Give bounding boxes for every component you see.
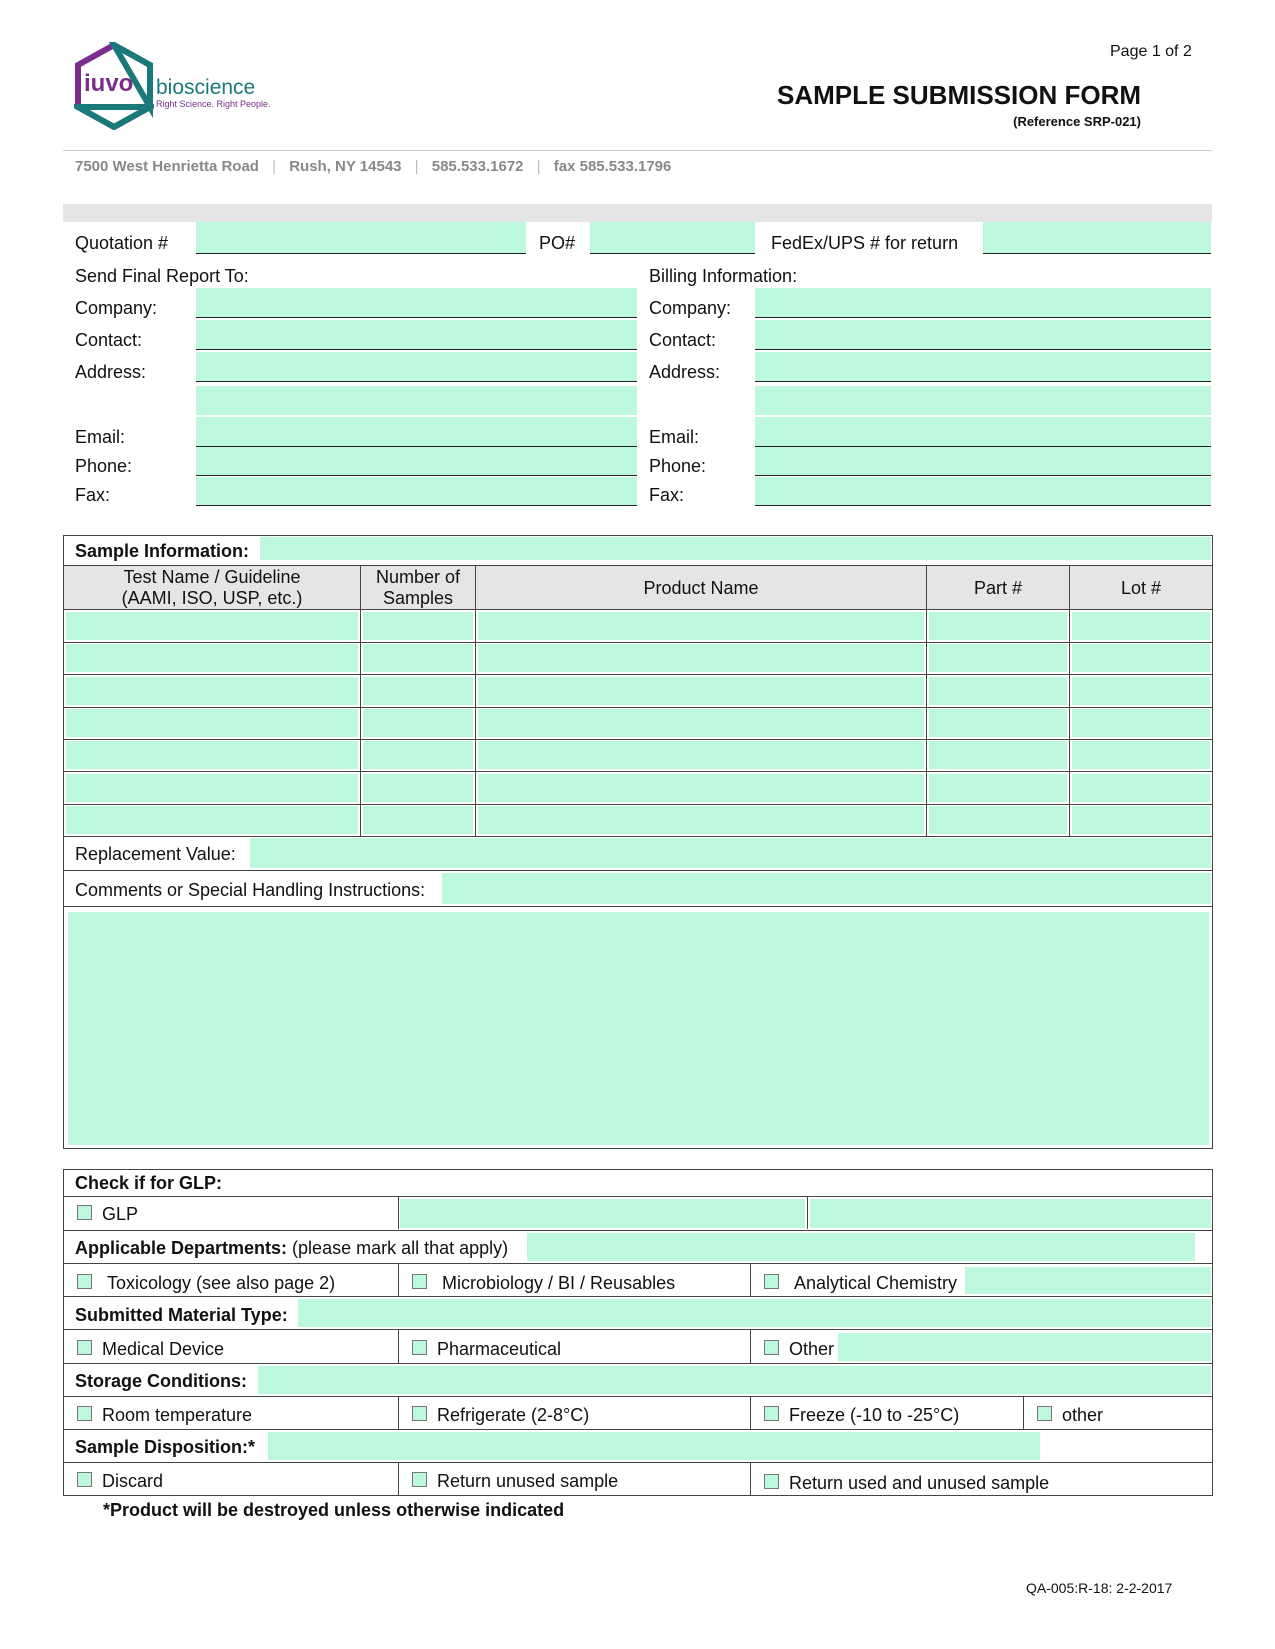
test-name-cell[interactable] xyxy=(66,741,358,769)
row-divider xyxy=(63,674,1213,675)
analytical-chemistry-checkbox[interactable] xyxy=(764,1274,779,1289)
fax-number: fax 585.533.1796 xyxy=(553,158,672,175)
col-divider xyxy=(750,1397,751,1429)
lot-number-cell[interactable] xyxy=(1072,806,1210,834)
billing-heading: Billing Information: xyxy=(649,266,798,286)
replacement-label: Replacement Value: xyxy=(75,844,236,864)
material-field[interactable] xyxy=(298,1299,1211,1327)
departments-heading-bold: Applicable Departments: xyxy=(75,1238,288,1258)
col-divider xyxy=(398,1197,399,1229)
glp-option-label: GLP xyxy=(102,1204,139,1224)
freeze-checkbox[interactable] xyxy=(764,1406,779,1421)
report-company-label: Company: xyxy=(75,298,158,318)
toxicology-label: Toxicology (see also page 2) xyxy=(107,1273,336,1293)
analytical-chemistry-label: Analytical Chemistry xyxy=(794,1273,958,1293)
glp-checkbox[interactable] xyxy=(77,1205,92,1220)
disposition-footnote: *Product will be destroyed unless otherwise indicated xyxy=(103,1500,565,1520)
row-divider xyxy=(63,707,1213,708)
product-name-cell[interactable] xyxy=(478,709,924,737)
part-number-cell[interactable] xyxy=(929,741,1067,769)
billing-phone-label: Phone: xyxy=(649,456,707,476)
replacement-field[interactable] xyxy=(250,838,1211,868)
divider xyxy=(63,906,1213,907)
header-divider xyxy=(63,150,1212,151)
comments-label-field[interactable] xyxy=(442,873,1211,904)
col-header-test xyxy=(64,567,360,609)
divider xyxy=(63,1296,1213,1297)
product-name-cell[interactable] xyxy=(478,644,924,672)
col-header-test-line2: (AAMI, ISO, USP, etc.) xyxy=(121,588,303,608)
lot-number-cell[interactable] xyxy=(1072,741,1210,769)
divider xyxy=(63,1462,1213,1463)
glp-field-2[interactable] xyxy=(810,1199,1211,1228)
toxicology-checkbox[interactable] xyxy=(77,1274,92,1289)
product-name-cell[interactable] xyxy=(478,677,924,705)
street-address: 7500 West Henrietta Road xyxy=(75,158,259,175)
other-material-label: Other xyxy=(789,1339,835,1359)
col-header-test-line1: Test Name / Guideline xyxy=(123,567,301,587)
storage-field[interactable] xyxy=(258,1366,1211,1394)
billing-contact-field[interactable] xyxy=(755,320,1211,350)
divider xyxy=(63,1230,1213,1231)
product-name-cell[interactable] xyxy=(478,806,924,834)
lot-number-cell[interactable] xyxy=(1072,677,1210,705)
part-number-cell[interactable] xyxy=(929,709,1067,737)
return-used-unused-checkbox[interactable] xyxy=(764,1474,779,1489)
departments-note: (please mark all that apply) xyxy=(287,1238,509,1258)
return-unused-label: Return unused sample xyxy=(437,1471,619,1491)
analytical-chemistry-field[interactable] xyxy=(965,1267,1211,1294)
billing-email-field[interactable] xyxy=(755,417,1211,447)
refrigerate-checkbox[interactable] xyxy=(412,1406,427,1421)
freeze-label: Freeze (-10 to -25°C) xyxy=(789,1405,960,1425)
top-row-band xyxy=(63,204,1212,222)
refrigerate-label: Refrigerate (2-8°C) xyxy=(437,1405,590,1425)
logo-tagline: Right Science. Right People. xyxy=(156,99,271,109)
sample-info-field[interactable] xyxy=(260,537,1211,560)
col-header-lot: Lot # xyxy=(1120,578,1162,598)
departments-heading xyxy=(75,1238,508,1258)
glp-field-1[interactable] xyxy=(400,1199,805,1228)
col-divider xyxy=(750,1463,751,1495)
number-samples-cell[interactable] xyxy=(363,709,473,737)
room-temp-checkbox[interactable] xyxy=(77,1406,92,1421)
other-storage-label: other xyxy=(1062,1405,1104,1425)
report-heading: Send Final Report To: xyxy=(75,266,249,286)
billing-phone-field[interactable] xyxy=(755,447,1211,476)
number-samples-cell[interactable] xyxy=(363,774,473,802)
part-number-cell[interactable] xyxy=(929,806,1067,834)
col-header-part: Part # xyxy=(973,578,1023,598)
billing-company-label: Company: xyxy=(649,298,732,318)
storage-heading: Storage Conditions: xyxy=(75,1371,247,1391)
quotation-field[interactable] xyxy=(196,222,526,254)
product-name-cell[interactable] xyxy=(478,774,924,802)
row-divider xyxy=(63,836,1213,837)
divider xyxy=(63,1263,1213,1264)
logo-name: bioscience xyxy=(156,76,256,99)
col-divider xyxy=(398,1264,399,1296)
billing-fax-field[interactable] xyxy=(755,477,1211,506)
document-code: QA-005:R-18: 2-2-2017 xyxy=(1026,1580,1173,1596)
discard-checkbox[interactable] xyxy=(77,1472,92,1487)
other-storage-checkbox[interactable] xyxy=(1037,1406,1052,1421)
billing-address-field-2[interactable] xyxy=(755,386,1211,415)
separator: | xyxy=(272,158,277,175)
lot-number-cell[interactable] xyxy=(1072,644,1210,672)
col-header-number xyxy=(361,567,475,609)
number-samples-cell[interactable] xyxy=(363,741,473,769)
separator: | xyxy=(536,158,541,175)
pharmaceutical-label: Pharmaceutical xyxy=(437,1339,562,1359)
test-name-cell[interactable] xyxy=(66,612,358,640)
report-email-label: Email: xyxy=(75,427,126,447)
test-name-cell[interactable] xyxy=(66,644,358,672)
number-samples-cell[interactable] xyxy=(363,644,473,672)
form-reference: (Reference SRP-021) xyxy=(1013,114,1141,129)
city-address: Rush, NY 14543 xyxy=(289,158,402,175)
col-divider xyxy=(926,566,927,836)
col-divider xyxy=(475,566,476,836)
divider xyxy=(63,1396,1213,1397)
col-header-product: Product Name xyxy=(643,578,759,598)
col-divider xyxy=(398,1397,399,1429)
divider xyxy=(63,1196,1213,1197)
return-used-unused-label: Return used and unused sample xyxy=(789,1473,1050,1493)
report-email-field[interactable] xyxy=(196,417,637,447)
col-divider xyxy=(750,1264,751,1296)
row-divider xyxy=(63,771,1213,772)
report-fax-field[interactable] xyxy=(196,477,637,506)
number-samples-cell[interactable] xyxy=(363,677,473,705)
po-field[interactable] xyxy=(590,222,755,254)
address-line xyxy=(75,157,671,177)
billing-address-field-1[interactable] xyxy=(755,352,1211,382)
part-number-cell[interactable] xyxy=(929,644,1067,672)
po-label: PO# xyxy=(539,233,576,253)
col-divider xyxy=(1069,566,1070,836)
product-name-cell[interactable] xyxy=(478,612,924,640)
report-address-label: Address: xyxy=(75,362,147,382)
material-heading: Submitted Material Type: xyxy=(75,1305,288,1325)
report-fax-label: Fax: xyxy=(75,485,111,505)
divider xyxy=(63,1429,1213,1430)
test-name-cell[interactable] xyxy=(66,774,358,802)
separator: | xyxy=(414,158,419,175)
billing-email-label: Email: xyxy=(649,427,700,447)
comments-field[interactable] xyxy=(68,912,1209,1145)
col-header-number-line2: Samples xyxy=(382,588,454,608)
page-number: Page 1 of 2 xyxy=(1110,43,1192,60)
row-divider xyxy=(63,642,1213,643)
report-company-field[interactable] xyxy=(196,288,637,318)
billing-fax-label: Fax: xyxy=(649,485,685,505)
col-header-number-line1: Number of xyxy=(375,567,461,587)
report-phone-field[interactable] xyxy=(196,447,637,476)
row-divider xyxy=(63,739,1213,740)
divider xyxy=(63,1363,1213,1364)
col-divider xyxy=(360,566,361,836)
medical-device-checkbox[interactable] xyxy=(77,1340,92,1355)
quotation-label: Quotation # xyxy=(75,233,169,253)
other-material-checkbox[interactable] xyxy=(764,1340,779,1355)
comments-label: Comments or Special Handling Instructions: xyxy=(75,880,426,900)
pharmaceutical-checkbox[interactable] xyxy=(412,1340,427,1355)
room-temp-label: Room temperature xyxy=(102,1405,253,1425)
billing-contact-label: Contact: xyxy=(649,330,717,350)
report-contact-field[interactable] xyxy=(196,320,637,350)
other-material-field[interactable] xyxy=(838,1333,1211,1361)
lot-number-cell[interactable] xyxy=(1072,709,1210,737)
billing-company-field[interactable] xyxy=(755,288,1211,318)
divider xyxy=(63,609,1213,610)
col-divider xyxy=(750,1330,751,1363)
billing-address-label: Address: xyxy=(649,362,721,382)
product-name-cell[interactable] xyxy=(478,741,924,769)
report-address-field-1[interactable] xyxy=(196,352,637,382)
report-address-field-2[interactable] xyxy=(196,386,637,415)
report-phone-label: Phone: xyxy=(75,456,133,476)
number-samples-cell[interactable] xyxy=(363,806,473,834)
discard-label: Discard xyxy=(102,1471,164,1491)
divider xyxy=(63,1329,1213,1330)
part-number-cell[interactable] xyxy=(929,774,1067,802)
microbiology-checkbox[interactable] xyxy=(412,1274,427,1289)
departments-field[interactable] xyxy=(527,1233,1195,1261)
lot-number-cell[interactable] xyxy=(1072,612,1210,640)
return-unused-checkbox[interactable] xyxy=(412,1472,427,1487)
test-name-cell[interactable] xyxy=(66,709,358,737)
part-number-cell[interactable] xyxy=(929,677,1067,705)
report-contact-label: Contact: xyxy=(75,330,143,350)
microbiology-label: Microbiology / BI / Reusables xyxy=(442,1273,676,1293)
row-divider xyxy=(63,804,1213,805)
col-divider xyxy=(398,1463,399,1495)
col-divider xyxy=(807,1197,808,1229)
lot-number-cell[interactable] xyxy=(1072,774,1210,802)
disposition-heading: Sample Disposition:* xyxy=(75,1437,256,1457)
disposition-field[interactable] xyxy=(268,1432,1040,1460)
number-samples-cell[interactable] xyxy=(363,612,473,640)
fedex-label: FedEx/UPS # for return xyxy=(771,233,959,253)
test-name-cell[interactable] xyxy=(66,677,358,705)
part-number-cell[interactable] xyxy=(929,612,1067,640)
sample-info-heading: Sample Information: xyxy=(75,541,250,561)
company-logo xyxy=(74,42,274,130)
test-name-cell[interactable] xyxy=(66,806,358,834)
glp-heading: Check if for GLP: xyxy=(75,1173,223,1193)
form-title: SAMPLE SUBMISSION FORM xyxy=(776,80,1141,110)
col-divider xyxy=(1023,1397,1024,1429)
divider xyxy=(63,870,1213,871)
phone-number: 585.533.1672 xyxy=(431,158,524,175)
medical-device-label: Medical Device xyxy=(102,1339,225,1359)
fedex-field[interactable] xyxy=(983,222,1211,254)
logo-mark-text: iuvo xyxy=(84,70,134,97)
col-divider xyxy=(398,1330,399,1363)
